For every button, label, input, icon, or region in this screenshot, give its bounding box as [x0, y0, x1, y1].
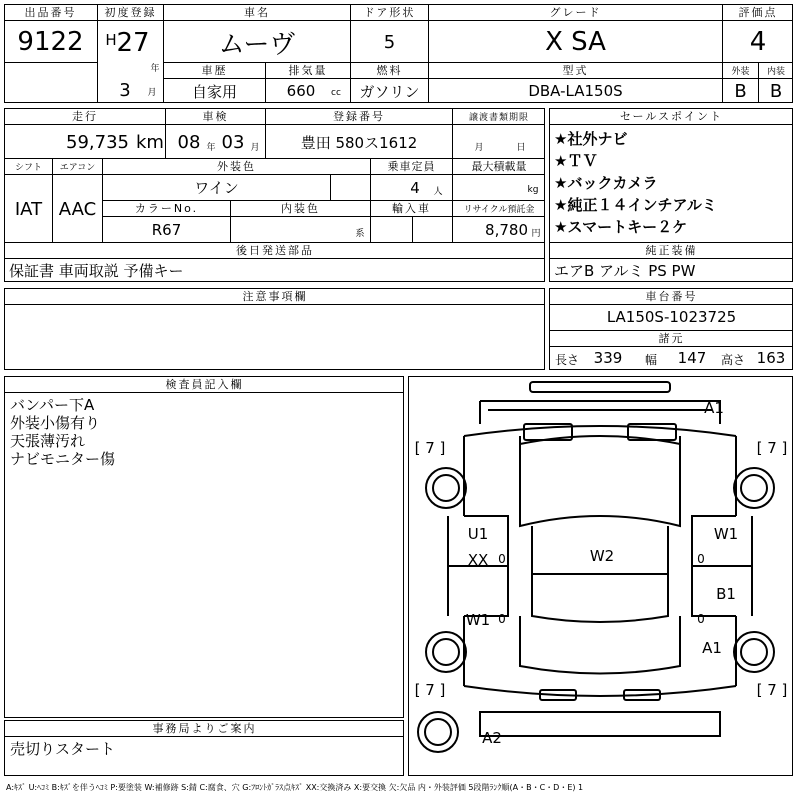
- model-label: 型式: [562, 64, 589, 77]
- office-value: 売切りスタート: [10, 739, 116, 758]
- ext-color-label: 外装色: [217, 160, 256, 173]
- shift-label: シフト: [14, 162, 42, 173]
- capacity-value: 4: [410, 178, 420, 197]
- grade-value: X SA: [545, 27, 606, 57]
- first-reg-label: 初度登録: [104, 6, 157, 19]
- doors-value: 5: [383, 31, 396, 53]
- mark-zero-right: 0: [697, 552, 705, 566]
- shift-value: IAT: [14, 198, 43, 220]
- sales-point-item: ★ＴＶ: [554, 152, 598, 170]
- mark-w2: W2: [589, 547, 615, 565]
- inspector-note: 天張薄汚れ: [10, 432, 86, 450]
- recycle-unit: 円: [531, 228, 541, 239]
- mark-zero-left: 0: [498, 552, 506, 566]
- mark-a1-right: A1: [702, 639, 722, 657]
- genuine-label: 純正装備: [645, 244, 698, 257]
- aircon-value: AAC: [58, 198, 97, 220]
- legend-text: A:ｷｽﾞ U:ﾍｺﾐ B:ｷｽﾞを伴うﾍｺﾐ P:要塗装 W:補修跡 S:錆 C:腐食、穴 G:ﾌﾛﾝﾄｶﾞﾗｽ点ｷｽﾞ XX:交換済み X:要交換 欠:欠品 内・外装評価 5段階ﾗﾝｸ順(A・B・C・D・E) 1: [6, 782, 584, 792]
- inspection-year: 08: [177, 131, 201, 153]
- inspector-note: バンパー下A: [10, 396, 95, 414]
- inspector-notes: [10, 396, 115, 468]
- score-label: 評価点: [738, 6, 778, 19]
- grade-label: グレード: [549, 6, 602, 19]
- height-label: 高さ: [720, 352, 745, 367]
- width-value: 147: [677, 349, 707, 367]
- lot-number: 9122: [17, 27, 84, 57]
- mark-w1-left: W1: [465, 611, 491, 629]
- import-label: 輸入車: [392, 202, 431, 215]
- mark-b1: B1: [716, 585, 736, 603]
- transfer-label: 譲渡書類期限: [468, 112, 529, 123]
- history-label: 車歴: [201, 64, 228, 77]
- office-label: 事務局よりご案内: [152, 722, 257, 735]
- mark-zero-left-lower: 0: [498, 612, 506, 626]
- displacement-unit: cc: [331, 88, 341, 98]
- capacity-unit: 人: [433, 186, 443, 197]
- reg-number-label: 登録番号: [333, 110, 385, 123]
- lot-label: 出品番号: [24, 6, 77, 19]
- recycle-label: リサイクル預託金: [463, 204, 535, 215]
- transfer-month-unit: 月: [474, 142, 484, 153]
- inspection-label: 車検: [202, 110, 229, 123]
- tire-front-right: [ 7 ]: [756, 439, 788, 457]
- mileage-unit: km: [136, 131, 164, 153]
- score-value: 4: [749, 27, 767, 57]
- history-value: 自家用: [191, 82, 237, 101]
- capacity-label: 乗車定員: [387, 160, 436, 173]
- caution-label: 注意事項欄: [242, 290, 308, 303]
- sales-points-list: [554, 128, 717, 238]
- mark-u1: U1: [467, 525, 489, 543]
- first-reg-era: H: [105, 31, 117, 49]
- mark-w1-right: W1: [713, 525, 739, 543]
- sales-point-item: ★スマートキー２ケ: [554, 218, 688, 236]
- transfer-day-unit: 日: [516, 142, 526, 153]
- tire-front-left: [ 7 ]: [414, 439, 446, 457]
- sales-point-item: ★純正１４インチアルミ: [554, 196, 717, 214]
- max-load-unit: kg: [527, 185, 539, 195]
- sales-point-item: ★社外ナビ: [554, 130, 628, 148]
- recycle-value: 8,780: [485, 220, 528, 239]
- int-score-label: 内装: [766, 66, 785, 77]
- tire-rear-left: [ 7 ]: [414, 681, 446, 699]
- int-score: B: [769, 80, 783, 102]
- car-diagram: [408, 376, 793, 776]
- ext-score-label: 外装: [731, 66, 750, 77]
- first-reg-year-unit: 年: [150, 63, 160, 74]
- mark-a2: A2: [482, 729, 502, 747]
- mark-zero-right-lower: 0: [697, 612, 705, 626]
- width-label: 幅: [644, 352, 657, 367]
- inspection-month: 03: [221, 131, 245, 153]
- inspector-note: ナビモニター傷: [10, 450, 116, 468]
- model-value: DBA-LA150S: [528, 82, 623, 100]
- max-load-label: 最大積載量: [471, 160, 527, 173]
- mileage-value: 59,735: [66, 131, 129, 153]
- sales-points-label: セールスポイント: [619, 110, 723, 123]
- inspector-label: 検査員記入欄: [165, 378, 244, 391]
- inspection-month-unit: 月: [250, 142, 260, 153]
- car-name: ムーヴ: [218, 29, 296, 60]
- int-color-unit: 系: [355, 228, 365, 239]
- doors-label: ドア形状: [363, 6, 416, 19]
- height-value: 163: [756, 349, 786, 367]
- inspector-note: 外装小傷有り: [10, 414, 101, 432]
- tire-rear-right: [ 7 ]: [756, 681, 788, 699]
- int-color-label: 内装色: [281, 202, 320, 215]
- first-reg-year: 27: [116, 28, 150, 58]
- length-label: 長さ: [554, 352, 579, 367]
- displacement-value: 660: [286, 82, 316, 100]
- after-parts-value: 保証書 車両取説 予備キー: [9, 261, 184, 280]
- mark-xx: XX: [467, 551, 489, 569]
- ext-score: B: [734, 80, 747, 102]
- aircon-label: エアコン: [59, 162, 96, 173]
- color-no-value: R67: [151, 220, 182, 239]
- ext-color-value: ワイン: [194, 179, 239, 197]
- mileage-label: 走行: [72, 110, 98, 123]
- reg-number-value: 豊田 580ス1612: [300, 133, 418, 152]
- fuel-value: ガソリン: [359, 82, 420, 101]
- sales-point-item: ★バックカメラ: [554, 174, 658, 192]
- after-parts-label: 後日発送部品: [236, 244, 314, 257]
- fuel-label: 燃料: [376, 64, 403, 77]
- chassis-label: 車台番号: [645, 290, 698, 303]
- first-reg-month-unit: 月: [147, 87, 157, 98]
- genuine-value: エアB アルミ PS PW: [554, 261, 696, 280]
- length-value: 339: [593, 349, 623, 367]
- chassis-value: LA150S-1023725: [606, 308, 737, 326]
- first-reg-month: 3: [119, 79, 131, 101]
- car-name-label: 車名: [244, 6, 270, 19]
- mark-a1-top: A1: [704, 399, 724, 417]
- color-no-label: カラーNo.: [134, 202, 199, 215]
- inspection-year-unit: 年: [206, 142, 216, 153]
- dimensions-label: 諸元: [658, 332, 685, 345]
- displacement-label: 排気量: [288, 64, 328, 77]
